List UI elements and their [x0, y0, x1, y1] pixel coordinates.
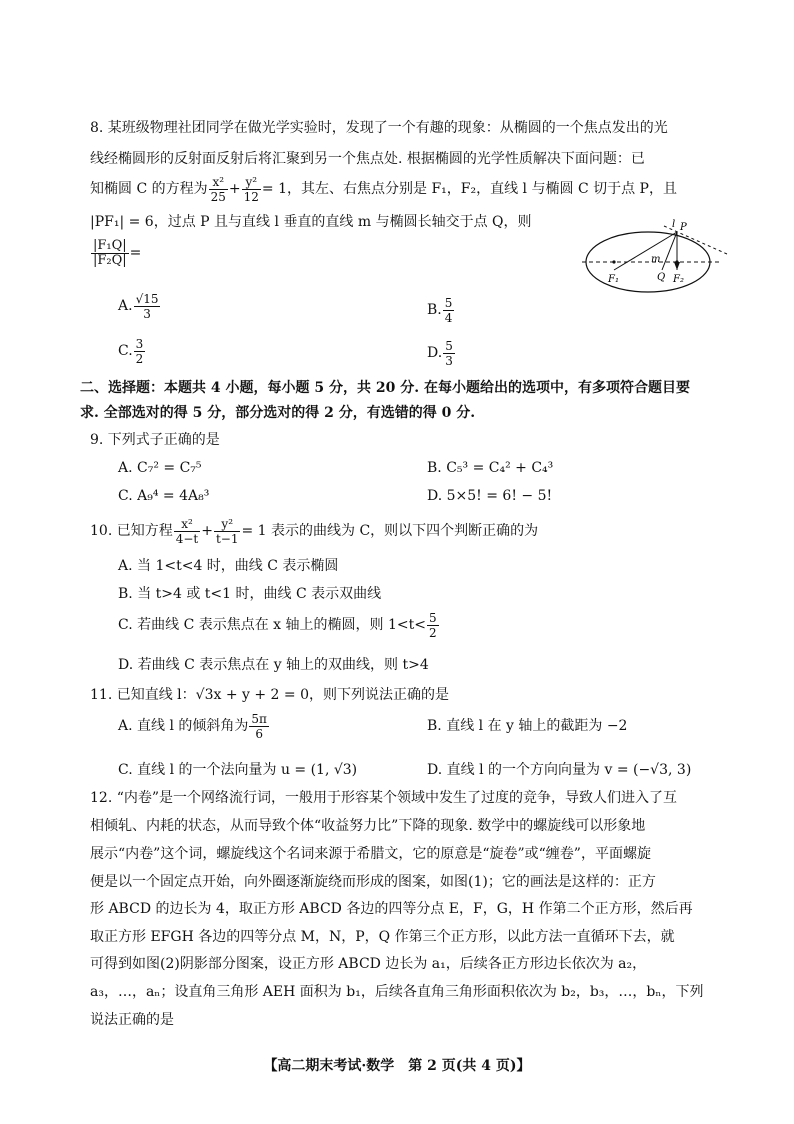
- q10-stem: 10. 已知方程 $\frac{\text{x²}}{4-t}$ + $\frac{\text{y²}}{t-1}$ = 1 表示的曲线为 C，则以下四个判断正确的为: [90, 516, 539, 546]
- q8-line3-text-b: = 1，其左、右焦点分别是 F₁，F₂，直线 l 与椭圆 C 切于点 P，且: [261, 181, 677, 197]
- page-footer: 【高二期末考试·数学 第 2 页(共 4 页)】: [263, 1058, 531, 1074]
- q12-line-1: 12. “内卷”是一个网络流行词，一般用于形容某个领域中发生了过度的竞争，导致人们进入了互: [90, 790, 678, 806]
- q11-option-b: B. 直线 l 在 y 轴上的截距为 −2: [427, 718, 628, 734]
- q8-option-d-den: 3: [445, 353, 453, 368]
- q9-option-b: B. C₅³ = C₄² + C₄³: [427, 460, 554, 476]
- q10-frac1: [174, 517, 201, 546]
- label-l: l: [672, 219, 676, 230]
- q10-option-c-text: C. 若曲线 C 表示焦点在 x 轴上的椭圆，则 1<t<: [118, 617, 426, 633]
- q8-ratio-den: |F₂Q|: [93, 252, 127, 268]
- q8-line2: 线经椭圆形的反射面反射后将汇聚到另一个焦点处. 根据椭圆的光学性质解决下面问题：已: [90, 151, 645, 167]
- q11-option-a-frac: [249, 712, 269, 741]
- q8-option-c-num: 3: [135, 336, 144, 351]
- q11-option-d: D. 直线 l 的一个方向向量为 v = (−√3, 3): [427, 762, 692, 778]
- q8-line1: 8. 某班级物理社团同学在做光学实验时，发现了一个有趣的现象：从椭圆的一个焦点发出的光: [90, 120, 668, 136]
- q8-option-a-den: 3: [134, 306, 161, 321]
- q12-line-3: 展示“内卷”这个词，螺旋线这个名词来源于希腊文，它的原意是“旋卷”或“缠卷”，平面螺旋: [90, 846, 651, 862]
- q12-line-6: 取正方形 EFGH 各边的四等分点 M，N，P，Q 作第三个正方形，以此方法一直循环下去，就: [90, 929, 675, 945]
- q8-ellipse-figure: [582, 218, 734, 296]
- q8-option-b-frac: [443, 296, 455, 325]
- label-f2: F₂: [673, 274, 684, 285]
- q8-option-b-num: 5: [444, 295, 453, 310]
- q10-frac1-num: x²: [181, 516, 193, 531]
- q8-option-d-label: D.: [427, 345, 443, 361]
- point-f2: [675, 260, 678, 263]
- q11-option-a-text: A. 直线 l 的倾斜角为: [118, 718, 249, 734]
- q11-option-a-den: 6: [249, 726, 269, 741]
- point-f1: [612, 260, 615, 263]
- q12-line-5: 形 ABCD 的边长为 4，取正方形 ABCD 各边的四等分点 E，F，G，H 作第二个正方形，然后再: [90, 901, 693, 917]
- segment-f1-p: [614, 232, 677, 270]
- q10-frac2-num: y²: [221, 516, 234, 531]
- q10-frac2: [214, 517, 241, 546]
- q10-option-c-frac: [427, 611, 439, 640]
- q8-option-b-den: 4: [444, 310, 453, 325]
- q12-line-9: 说法正确的是: [90, 1012, 174, 1028]
- q8-ratio-num: |F₁Q|: [93, 237, 127, 253]
- section2-line1: 二、选择题：本题共 4 小题，每小题 5 分，共 20 分. 在每小题给出的选项中，有多项符合题目要: [80, 380, 690, 396]
- q8-option-a-frac: [134, 292, 161, 321]
- q10-option-c-num: 5: [428, 610, 437, 625]
- q8-option-c-label: C.: [118, 343, 133, 359]
- q9-option-a: A. C₇² = C₇⁵: [118, 460, 202, 476]
- q9-option-c: C. A₉⁴ = 4A₈³: [118, 488, 210, 504]
- q8-line3-text-a: 知椭圆 C 的方程为: [90, 181, 208, 197]
- q8-ratio-frac: [91, 239, 129, 268]
- q8-option-d-num: 5: [445, 338, 453, 353]
- label-f1: F₁: [608, 274, 619, 285]
- q10-frac1-den: 4−t: [175, 531, 199, 546]
- q8-eq-den2: 12: [243, 189, 259, 204]
- q8-option-d-frac: [443, 339, 455, 368]
- q8-eq-den1: 25: [210, 189, 226, 204]
- normal-line-m: [662, 232, 677, 270]
- q10-option-c-den: 2: [428, 625, 437, 640]
- label-q: Q: [657, 272, 666, 283]
- q8-option-a: [118, 288, 161, 324]
- q11-option-a-num: 5π: [251, 711, 267, 726]
- q10-frac2-den: t−1: [215, 531, 239, 546]
- q11-option-a: [118, 708, 270, 744]
- q10-option-a: A. 当 1<t<4 时，曲线 C 表示椭圆: [118, 558, 339, 574]
- q12-line-2: 相倾轧、内耗的状态，从而导致个体“收益努力比”下降的现象. 数学中的螺旋线可以形象地: [90, 818, 646, 834]
- q8-eq-frac1: [209, 175, 228, 204]
- q10-stem-text-b: = 1 表示的曲线为 C，则以下四个判断正确的为: [241, 523, 539, 539]
- q8-line4: |PF₁| = 6，过点 P 且与直线 l 垂直的直线 m 与椭圆长轴交于点 Q，则: [90, 214, 532, 230]
- q8-option-d: [427, 335, 456, 371]
- q12-line-4: 便是以一个固定点开始，向外圈逐渐旋绕而形成的图案，如图(1)；它的画法是这样的：正方: [90, 874, 656, 890]
- q8-option-b-label: B.: [427, 302, 442, 318]
- q8-eq-frac2: [242, 175, 261, 204]
- q12-line-7: 可得到如图(2)阴影部分图案，设正方形 ABCD 边长为 a₁，后续各正方形边长依次为 a₂，: [90, 956, 647, 972]
- q11-stem: 11. 已知直线 l：√3x + y + 2 = 0，则下列说法正确的是: [90, 687, 449, 703]
- q10-option-c: [118, 608, 440, 642]
- q12-line-8: a₃，…，aₙ；设直角三角形 AEH 面积为 b₁，后续各直角三角形面积依次为 b₂，b₃，…，bₙ，下列: [90, 984, 704, 1000]
- q11-option-c: C. 直线 l 的一个法向量为 u = (1, √3): [118, 762, 358, 778]
- label-m: m: [651, 254, 661, 265]
- q10-option-b: B. 当 t>4 或 t<1 时，曲线 C 表示双曲线: [118, 586, 382, 602]
- q8-eq-num1: x²: [212, 174, 225, 189]
- q8-option-a-num: √15: [135, 291, 159, 306]
- q9-option-d: D. 5×5! = 6! − 5!: [427, 488, 553, 504]
- q8-option-b: [427, 292, 455, 328]
- q8-ratio-tail: =: [129, 245, 142, 261]
- q8-option-c-frac: [134, 337, 146, 366]
- q8-option-c-den: 2: [135, 351, 144, 366]
- section2-line2: 求. 全部选对的得 5 分，部分选对的得 2 分，有选错的得 0 分.: [80, 405, 476, 421]
- label-p: P: [680, 222, 687, 233]
- q8-ratio: [90, 236, 141, 270]
- q8-eq-num2: y²: [245, 174, 258, 189]
- q10-stem-text-a: 10. 已知方程: [90, 523, 173, 539]
- q8-option-a-label: A.: [118, 298, 133, 314]
- q9-stem: 9. 下列式子正确的是: [90, 432, 220, 448]
- q8-option-c: [118, 333, 146, 369]
- q8-line3: 知椭圆 C 的方程为 $\frac{\text{x²}}{25}$ + $\frac{\text{y²}}{12}$ = 1，其左、右焦点分别是 F₁，F₂，直线 l 与椭圆 C 切于点 P，且: [90, 174, 677, 204]
- q10-option-d: D. 若曲线 C 表示焦点在 y 轴上的双曲线，则 t>4: [118, 657, 429, 673]
